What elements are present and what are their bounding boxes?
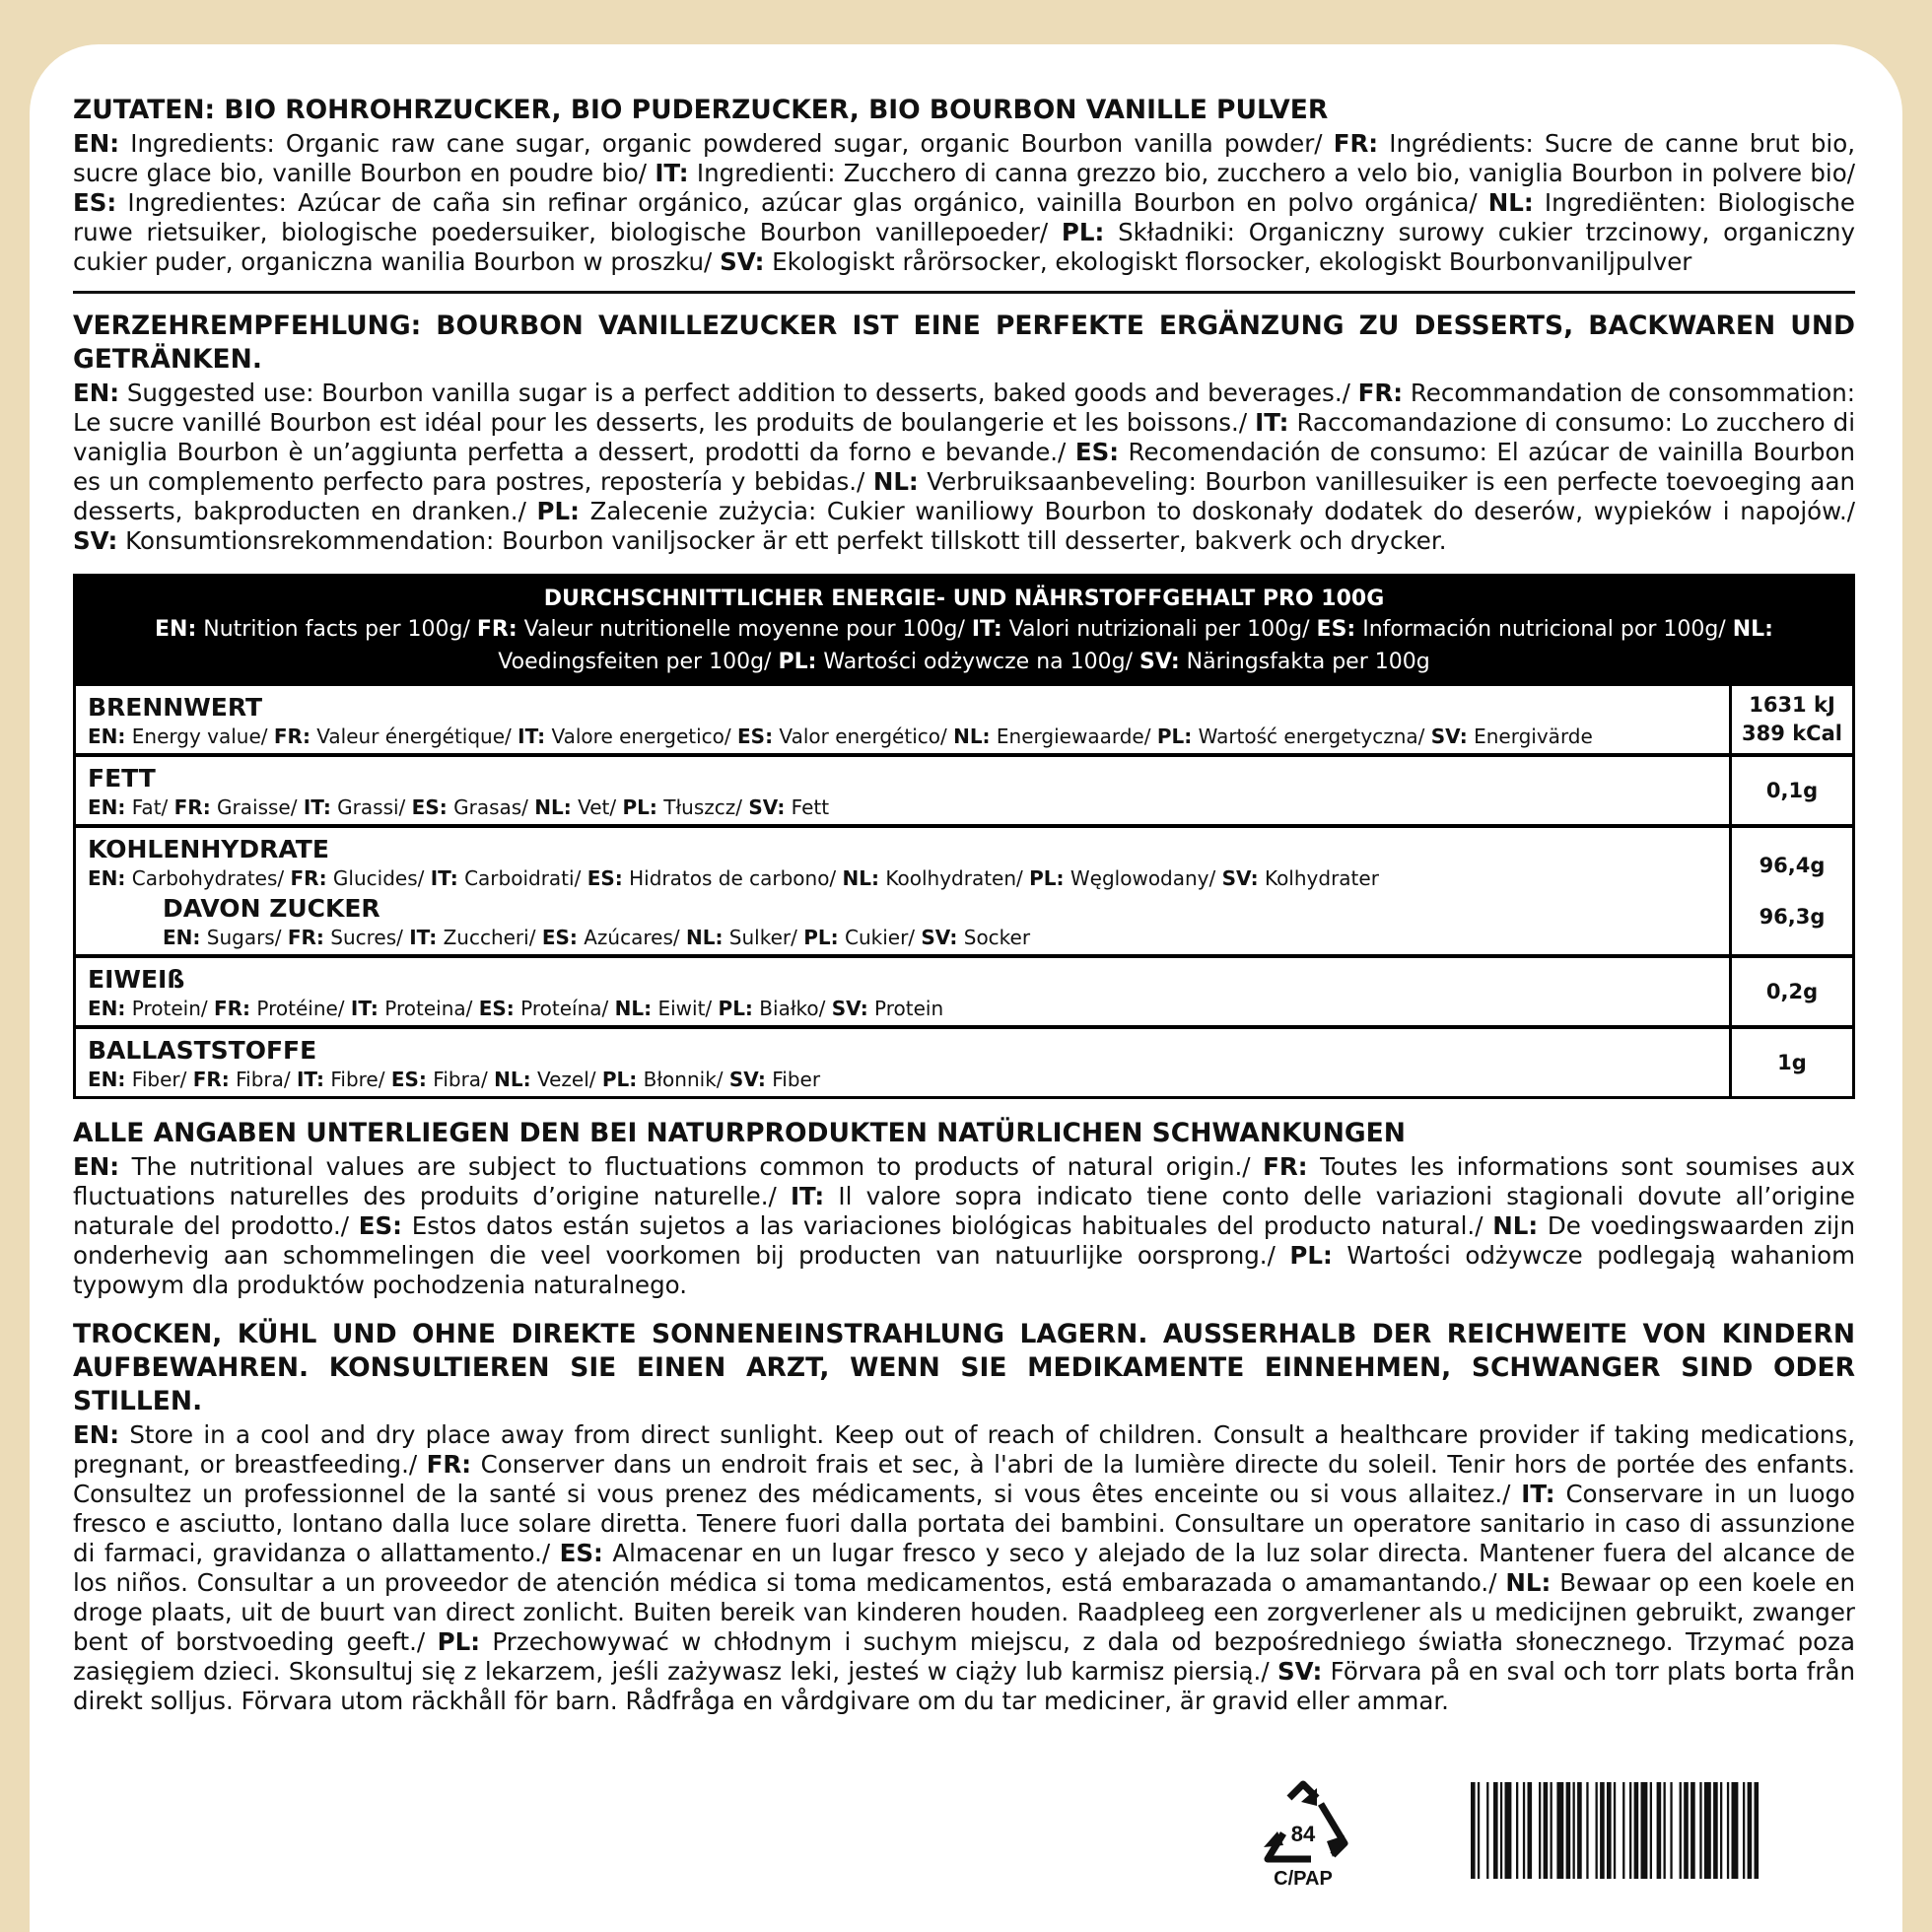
language-code: ES: (737, 724, 774, 748)
language-code: SV: (720, 247, 765, 276)
nutrition-row-energy (76, 686, 1852, 753)
language-code: NL: (1505, 1568, 1552, 1597)
recycling-triangle-icon (1250, 1780, 1356, 1889)
nutrient-sub-value: 96,3g (1759, 904, 1826, 929)
nutrition-row-carbohydrates (76, 824, 1852, 954)
language-code: IT: (350, 997, 379, 1020)
language-code: FR: (273, 724, 310, 748)
barcode-bar (1544, 1782, 1549, 1879)
nutrition-table (73, 574, 1855, 1099)
nutrient-translations: EN: Energy value/ FR: Valeur énergétique/ IT: Valore energetico/ ES: Valor energético/ NL: Energiewaarde/ PL: Wartość energetyczna/ SV: Energivärde (88, 724, 1593, 748)
nutrient-sub-name: DAVON ZUCKER (163, 894, 380, 923)
fluctuations-text: EN: The nutritional values are subject to fluctuations common to products of natural origin./ FR: Toutes les informations sont soumises aux fluctuations naturelles des produits d’origine naturelle./ IT: Il valore sopra indicato tiene conto delle variazioni stagionali dovute all’origine naturale del prodotto./ ES: Estos datos están sujetos a las variaciones biológicas habituales del producto natural./ NL: De voedingswaarden zijn onderhevig aan schommelingen die veel voorkomen bij producten van natuurlijke oorsprong./ PL: Wartości odżywcze podlegają wahaniom typowym dla produktów pochodzenia naturalnego. (73, 1152, 1855, 1299)
language-code: ES: (411, 795, 448, 819)
language-code: EN: (73, 1152, 120, 1181)
barcode-bar (1577, 1782, 1582, 1879)
barcode-bar (1629, 1782, 1631, 1879)
barcode-bar (1622, 1782, 1624, 1879)
barcode-bar (1743, 1782, 1745, 1879)
language-code: IT: (790, 1182, 825, 1210)
language-code: SV: (1138, 650, 1180, 674)
language-code: FR: (192, 1068, 230, 1091)
barcode-bar (1505, 1782, 1512, 1879)
nutrient-value-kcal: 389 kCal (1742, 722, 1842, 745)
label-content (73, 94, 1855, 1716)
language-code: ES: (559, 1539, 603, 1567)
language-code: NL: (1492, 1211, 1539, 1240)
ingredients-title: ZUTATEN: BIO ROHROHRZUCKER, BIO PUDERZUCKER, BIO BOURBON VANILLE PULVER (73, 95, 1329, 125)
language-code: EN: (73, 129, 120, 158)
language-code: PL: (1029, 866, 1065, 890)
language-code: PL: (1156, 724, 1193, 748)
language-code: ES: (478, 997, 515, 1020)
barcode-bar (1732, 1782, 1739, 1879)
language-code: IT: (971, 617, 1002, 642)
barcode-bar (1539, 1782, 1541, 1879)
nutrient-value: 1g (1777, 1050, 1807, 1074)
language-code: FR: (1357, 379, 1404, 407)
language-code: IT: (655, 159, 689, 187)
language-code: SV: (1221, 866, 1259, 890)
language-code: EN: (73, 379, 120, 407)
barcode-bar (1755, 1782, 1760, 1879)
barcode-bar (1690, 1782, 1695, 1879)
nutrition-row-fat (76, 753, 1852, 824)
fluctuations-title: ALLE ANGABEN UNTERLIEGEN DEN BEI NATURPRODUKTEN NATÜRLICHEN SCHWANKUNGEN (73, 1118, 1406, 1148)
nutrition-row-protein (76, 954, 1852, 1025)
storage-text: EN: Store in a cool and dry place away from direct sunlight. Keep out of reach of children. Consult a healthcare provider if taking medications, pregnant, or breastfeeding./ FR: Conserver dans un endroit frais et sec, à l'abri de la lumière directe du soleil. Tenir hors de portée des enfants. Consultez un professionnel de la santé si vous prenez des médicaments, si vous êtes enceinte ou si vous allaitez./ IT: Conservare in un luogo fresco e asciutto, lontano dalla luce solare diretta. Tenere fuori dalla portata dei bambini. Consultare un operatore sanitario in caso di assunzione di farmaci, gravidanza o allattamento./ ES: Almacenar en un lugar fresco y seco y alejado de la luz solar directa. Mantener fuera del alcance de los niños. Consultar a un proveedor de atención médica si toma medicamentos, está embarazada o amamantando./ NL: Bewaar op een koele en droge plaats, uit de buurt van direct zonlicht. Buiten bereik van kinderen houden. Raadpleeg een zorgverlener als u medicijnen gebruikt, zwanger bent of borstvoeding geeft./ PL: Przechowywać w chłodnym i suchym miejscu, z dala od bezpośredniego światła słonecznego. Trzymać poza zasięgiem dzieci. Skonsultuj się z lekarzem, jeśli zażywasz leki, jesteś w ciąży lub karmisz piersią./ SV: Förvara på en sval och torr plats borta från direkt solljus. Förvara utom räckhåll för barn. Rådfråga en vårdgivare om du tar mediciner, är gravid eller ammar. (73, 1420, 1856, 1715)
language-code: EN: (155, 617, 197, 642)
language-code: PL: (1289, 1241, 1333, 1270)
barcode-bar (1516, 1782, 1518, 1879)
usage-title: VERZEHREMPFEHLUNG: BOURBON VANILLEZUCKER IST EINE PERFEKTE ERGÄNZUNG ZU DESSERTS, BACKWAREN UND GETRÄNKEN. (73, 310, 1855, 375)
barcode-bar (1704, 1782, 1711, 1879)
language-code: SV: (1276, 1657, 1323, 1686)
recycling-code: C/PAP (1274, 1868, 1333, 1889)
language-code: FR: (1333, 129, 1379, 158)
usage-text: EN: Suggested use: Bourbon vanilla sugar is a perfect addition to desserts, baked goods and beverages./ FR: Recommandation de consommation: Le sucre vanillé Bourbon est idéal pour les desserts, les produits de boulangerie et les boissons./ IT: Raccomandazione di consumo: Lo zucchero di vaniglia Bourbon è un’aggiunta perfetta a dessert, prodotti da forno e bevande./ ES: Recomendación de consumo: El azúcar de vainilla Bourbon es un complemento perfecto para postres, repostería y bebidas./ NL: Verbruiksaanbeveling: Bourbon vanillesuiker is een perfecte toevoeging aan desserts, bakproducten en dranken./ PL: Zalecenie zużycia: Cukier waniliowy Bourbon to doskonały dodatek do deserów, wypieków i napojów./ SV: Konsumtionsrekommendation: Bourbon vaniljsocker är ett perfekt tillskott till desserter, bakverk och drycker. (73, 379, 1855, 555)
language-code: IT: (303, 795, 331, 819)
barcode-bar (1748, 1782, 1753, 1879)
nutrient-name: KOHLENHYDRATE (88, 835, 329, 863)
barcode-bar (1573, 1782, 1575, 1879)
language-code: PL: (1061, 218, 1105, 246)
barcode-bar (1523, 1782, 1525, 1879)
nutrition-header-title: DURCHSCHNITTLICHER ENERGIE- UND NÄHRSTOFFGEHALT PRO 100G (543, 586, 1385, 611)
language-code: NL: (614, 997, 653, 1020)
nutrient-value: 0,2g (1765, 979, 1819, 1003)
nutrient-translations: EN: Fat/ FR: Graisse/ IT: Grassi/ ES: Grasas/ NL: Vet/ PL: Tłuszcz/ SV: Fett (88, 795, 830, 819)
language-code: PL: (622, 795, 657, 819)
barcode-bar (1528, 1782, 1533, 1879)
language-code: FR: (173, 795, 211, 819)
barcode-bar (1680, 1782, 1682, 1879)
barcode-bar (1727, 1782, 1729, 1879)
language-code: EN: (88, 997, 126, 1020)
barcode-bar (1478, 1782, 1480, 1879)
nutrition-row-fiber (76, 1025, 1852, 1096)
nutrient-translations: EN: Carbohydrates/ FR: Glucides/ IT: Carboidrati/ ES: Hidratos de carbono/ NL: Koolhydraten/ PL: Węglowodany/ SV: Kolhydrater (88, 866, 1379, 890)
section-divider (73, 291, 1855, 294)
language-code: NL: (1732, 617, 1773, 642)
language-code: NL: (534, 795, 572, 819)
language-code: ES: (1316, 617, 1356, 642)
nutrient-translations: EN: Protein/ FR: Protéine/ IT: Proteina/ ES: Proteína/ NL: Eiwit/ PL: Białko/ SV: Protein (88, 997, 944, 1020)
language-code: EN: (88, 795, 126, 819)
barcode-bar (1650, 1782, 1652, 1879)
nutrient-translations: EN: Fiber/ FR: Fibra/ IT: Fibre/ ES: Fibra/ NL: Vezel/ PL: Błonnik/ SV: Fiber (88, 1068, 821, 1091)
language-code: IT: (518, 724, 546, 748)
language-code: EN: (163, 926, 201, 949)
barcode-bar (1500, 1782, 1502, 1879)
language-code: FR: (287, 926, 324, 949)
nutrient-value: 0,1g (1765, 778, 1819, 802)
nutrient-value-kj: 1631 kJ (1749, 693, 1835, 717)
language-code: SV: (1430, 724, 1468, 748)
language-code: PL: (536, 497, 580, 525)
barcode-bar (1684, 1782, 1689, 1879)
language-code: SV: (748, 795, 786, 819)
language-code: EN: (88, 724, 126, 748)
recycling-number: 84 (1290, 1822, 1316, 1846)
language-code: ES: (358, 1211, 402, 1240)
storage-title: TROCKEN, KÜHL UND OHNE DIREKTE SONNENEINSTRAHLUNG LAGERN. AUSSERHALB DER REICHWEITE VON KINDERN AUFBEWAHREN. KONSULTIEREN SIE EINEN ARZT, WENN SIE MEDIKAMENTE EINNEHMEN, SCHWANGER SIND ODER STILLEN. (73, 1319, 1855, 1416)
language-code: ES: (390, 1068, 427, 1091)
language-code: SV: (728, 1068, 766, 1091)
language-code: ES: (1074, 438, 1120, 466)
barcode-bar (1713, 1782, 1718, 1879)
barcode-bar (1607, 1782, 1612, 1879)
barcode-bar (1670, 1782, 1672, 1879)
language-code: SV: (831, 997, 868, 1020)
barcode-bar (1493, 1782, 1498, 1879)
nutrition-header (76, 577, 1852, 686)
language-code: SV: (921, 926, 958, 949)
barcode-bar (1586, 1782, 1588, 1879)
language-code: IT: (1521, 1480, 1555, 1508)
language-code: IT: (1255, 408, 1289, 437)
nutrient-sub-translations: EN: Sugars/ FR: Sucres/ IT: Zuccheri/ ES: Azúcares/ NL: Sulker/ PL: Cukier/ SV: Socker (163, 926, 1031, 949)
language-code: SV: (73, 526, 118, 555)
language-code: IT: (409, 926, 438, 949)
language-code: ES: (541, 926, 578, 949)
language-code: NL: (685, 926, 724, 949)
barcode-bar (1596, 1782, 1598, 1879)
language-code: ES: (586, 866, 623, 890)
language-code: FR: (213, 997, 251, 1020)
language-code: NL: (872, 467, 919, 496)
barcode-bar (1657, 1782, 1662, 1879)
language-code: PL: (778, 650, 817, 674)
barcode-bar (1486, 1782, 1488, 1879)
language-code: EN: (88, 1068, 126, 1091)
language-code: FR: (290, 866, 327, 890)
language-code: NL: (494, 1068, 531, 1091)
language-code: PL: (718, 997, 753, 1020)
barcode-bar (1600, 1782, 1605, 1879)
nutrient-name: EIWEIß (88, 965, 185, 994)
language-code: NL: (953, 724, 991, 748)
nutrient-name: BRENNWERT (88, 693, 263, 722)
language-code: NL: (1487, 188, 1534, 217)
language-code: EN: (88, 866, 126, 890)
language-code: PL: (803, 926, 839, 949)
barcode-bar (1641, 1782, 1648, 1879)
barcode-bar (1664, 1782, 1666, 1879)
language-code: FR: (426, 1450, 472, 1479)
ingredients-text: EN: Ingredients: Organic raw cane sugar, organic powdered sugar, organic Bourbon vanilla powder/ FR: Ingrédients: Sucre de canne brut bio, sucre glace bio, vanille Bourbon en poudre bio/ IT: Ingredienti: Zucchero di canna grezzo bio, zucchero a velo bio, vaniglia Bourbon in polvere bio/ ES: Ingredientes: Azúcar de caña sin refinar orgánico, azúcar glas orgánico, vainilla Bourbon en polvo orgánica/ NL: Ingrediënten: Biologische ruwe rietsuiker, biologische poedersuiker, biologische Bourbon vanillepoeder/ PL: Składniki: Organiczny surowy cukier trzcinowy, organiczny cukier puder, organiczna wanilia Bourbon w proszku/ SV: Ekologiskt rårörsocker, ekologiskt florsocker, ekologiskt Bourbonvaniljpulver (73, 129, 1855, 276)
nutrient-value: 96,4g (1759, 853, 1826, 877)
nutrient-name: BALLASTSTOFFE (88, 1036, 317, 1065)
language-code: FR: (1263, 1152, 1308, 1181)
language-code: FR: (476, 617, 518, 642)
barcode-bar (1614, 1782, 1616, 1879)
barcode-bar (1556, 1782, 1563, 1879)
language-code: IT: (296, 1068, 324, 1091)
language-code: EN: (73, 1420, 120, 1449)
barcode-icon (1471, 1782, 1847, 1879)
barcode-bar (1566, 1782, 1571, 1879)
barcode-bar (1551, 1782, 1552, 1879)
language-code: NL: (842, 866, 880, 890)
language-code: PL: (437, 1627, 480, 1656)
barcode-bar (1720, 1782, 1722, 1879)
barcode-bar (1471, 1782, 1476, 1879)
language-code: PL: (601, 1068, 638, 1091)
barcode-bar (1634, 1782, 1639, 1879)
language-code: ES: (73, 188, 117, 217)
nutrition-header-translations: EN: Nutrition facts per 100g/ FR: Valeur nutritionelle moyenne pour 100g/ IT: Valori nutrizionali per 100g/ ES: Información nutricional por 100g/ NL: Voedingsfeiten per 100g/ PL: Wartości odżywcze na 100g/ SV: Näringsfakta per 100g (155, 617, 1773, 674)
nutrient-name: FETT (88, 764, 156, 793)
barcode-bar (1699, 1782, 1701, 1879)
language-code: IT: (430, 866, 458, 890)
